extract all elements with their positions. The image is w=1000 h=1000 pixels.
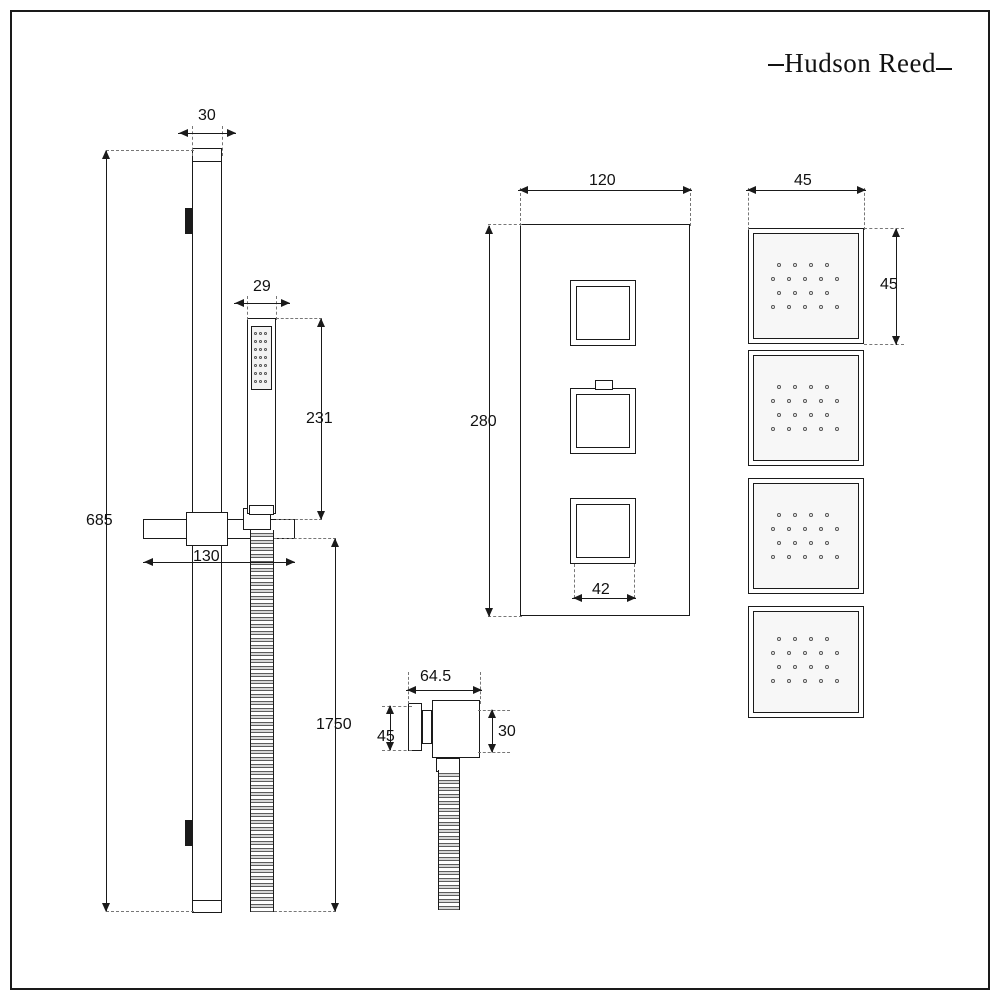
- valve-control-top-inner: [576, 286, 630, 340]
- arrow-jet-w-left: [747, 186, 756, 194]
- dim-rail-width: 30: [198, 107, 216, 124]
- arrow-280-bottom: [485, 608, 493, 617]
- ext-1750-top: [274, 538, 336, 539]
- arrow-1750-top: [331, 538, 339, 547]
- ext-jet-w-right: [864, 188, 865, 230]
- arrow-rail-width-left: [179, 129, 188, 137]
- brand-logo: [768, 48, 952, 79]
- dim-42: 42: [592, 581, 610, 598]
- ext-231-top: [276, 318, 322, 319]
- ext-handset-right: [276, 296, 277, 320]
- handset-collar: [249, 505, 274, 515]
- arrow-jet-w-right: [857, 186, 866, 194]
- ext-685-top: [106, 150, 194, 151]
- ext-jet-w-left: [748, 188, 749, 230]
- dim-645: 64.5: [420, 668, 452, 685]
- dim-jet-height: 45: [880, 276, 898, 293]
- arrow-42-right: [627, 594, 636, 602]
- shower-hose: [250, 530, 274, 912]
- body-jet-3-face: [753, 483, 859, 589]
- ext-rail-left: [192, 126, 193, 156]
- arrow-120-right: [683, 186, 692, 194]
- dim-1750: 1750: [316, 716, 352, 733]
- arrow-231-bottom: [317, 511, 325, 520]
- outlet-hose: [438, 770, 460, 910]
- outlet-collar: [422, 710, 432, 744]
- valve-control-middle-inner: [576, 394, 630, 448]
- outlet-body: [432, 700, 480, 758]
- ext-685-bottom: [106, 911, 194, 912]
- ext-42-left: [574, 564, 575, 598]
- ext-42-right: [634, 564, 635, 598]
- slide-rail-upper-bracket: [185, 208, 193, 234]
- arrow-rail-width-right: [227, 129, 236, 137]
- dim-outlet-height: 45: [377, 728, 395, 745]
- arrow-outlet-w-top: [488, 709, 496, 718]
- brand-rule-left: [768, 64, 784, 66]
- arrow-685-bottom: [102, 903, 110, 912]
- brand-name: Hudson Reed: [784, 48, 936, 78]
- dim-handset-width: 29: [253, 278, 271, 295]
- arrow-handset-width-right: [281, 299, 290, 307]
- body-jet-2-face: [753, 355, 859, 461]
- ext-280-bottom: [488, 616, 522, 617]
- dimline-120: [518, 190, 692, 191]
- body-jet-4-face: [753, 611, 859, 713]
- dim-outlet-width: 30: [498, 723, 516, 740]
- dim-685: 685: [86, 512, 113, 529]
- dim-120: 120: [589, 172, 616, 189]
- arrow-handset-width-left: [235, 299, 244, 307]
- body-jet-3: [748, 478, 864, 594]
- body-jet-1-face: [753, 233, 859, 339]
- outlet-wall-plate: [408, 703, 422, 751]
- ext-1750-bottom: [274, 911, 336, 912]
- body-jet-2: [748, 350, 864, 466]
- slide-rail-bottom-cap: [192, 900, 222, 901]
- valve-control-middle-tab: [595, 380, 613, 390]
- arrow-645-left: [407, 686, 416, 694]
- arrow-outlet-h-top: [386, 705, 394, 714]
- dim-130: 130: [193, 548, 220, 565]
- arrow-120-left: [519, 186, 528, 194]
- valve-control-bottom-inner: [576, 504, 630, 558]
- dimline-685: [106, 151, 107, 911]
- brand-rule-right: [936, 68, 952, 70]
- arrow-outlet-w-bottom: [488, 744, 496, 753]
- ext-231-bottom: [276, 519, 322, 520]
- dim-280: 280: [470, 413, 497, 430]
- body-jet-1: [748, 228, 864, 344]
- dim-jet-width: 45: [794, 172, 812, 189]
- dimline-645: [406, 690, 482, 691]
- body-jet-4: [748, 606, 864, 718]
- arrow-130-left: [144, 558, 153, 566]
- ext-rail-right: [222, 126, 223, 156]
- arrow-jet-h-bottom: [892, 336, 900, 345]
- arrow-jet-h-top: [892, 228, 900, 237]
- dim-231: 231: [306, 410, 333, 427]
- arrow-42-left: [573, 594, 582, 602]
- arrow-130-right: [286, 558, 295, 566]
- arrow-645-right: [473, 686, 482, 694]
- dimline-jet-width: [746, 190, 866, 191]
- arrow-1750-bottom: [331, 903, 339, 912]
- arrow-280-top: [485, 225, 493, 234]
- arrow-231-top: [317, 318, 325, 327]
- slide-rail-lower-bracket: [185, 820, 193, 846]
- ext-280-top: [488, 224, 522, 225]
- rail-slider-body: [186, 512, 228, 546]
- ext-handset-left: [247, 296, 248, 320]
- arrow-685-top: [102, 150, 110, 159]
- slide-rail-top-cap: [192, 161, 222, 162]
